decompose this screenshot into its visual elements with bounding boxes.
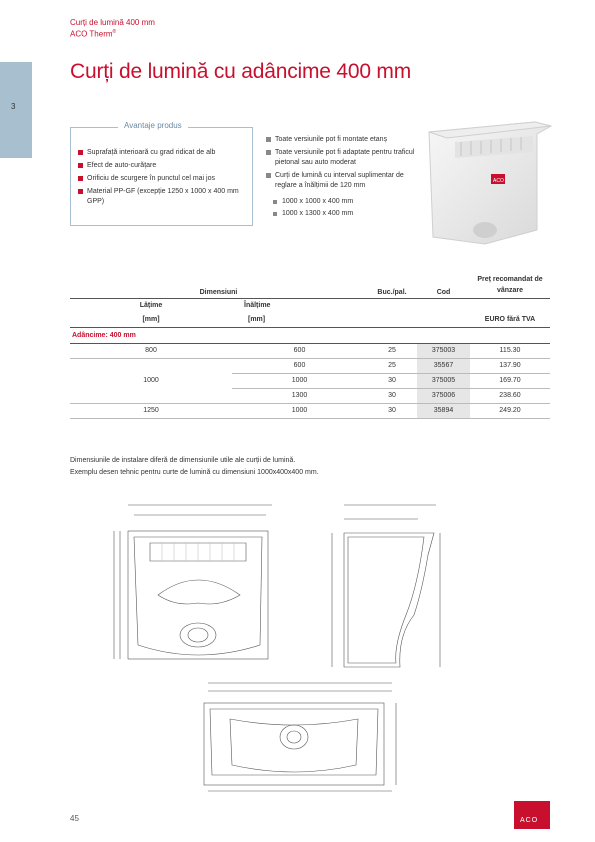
advantages-list <box>78 148 250 210</box>
features-list <box>266 135 416 194</box>
list-item: Orificiu de scurgere în punctul cel mai jos <box>78 174 250 184</box>
advantages-title: Avantaje produs <box>118 121 188 130</box>
features-sublist <box>272 197 392 221</box>
aco-logo-text: ACO <box>520 817 539 824</box>
page-number: 45 <box>70 814 79 823</box>
list-item: Curți de lumină cu interval suplimentar de reglare a înălțimii de 120 mm <box>266 171 416 191</box>
chapter-tab <box>0 62 32 158</box>
unit-width: [mm] <box>70 313 232 328</box>
list-item: Efect de auto-curățare <box>78 161 250 171</box>
top-view-drawing <box>200 675 410 795</box>
price-unit: EURO fără TVA <box>470 313 550 328</box>
table-row: 1300 30 375006 238.60 <box>70 388 550 403</box>
registered-mark: ® <box>112 29 117 35</box>
chapter-number: 3 <box>11 102 16 111</box>
price-table <box>70 268 550 419</box>
col-width: Lățime <box>139 302 163 309</box>
note-installation: Dimensiunile de instalare diferă de dimensiunile utile ale curții de lumină. <box>70 457 296 464</box>
aco-logo <box>514 801 550 829</box>
product-image <box>415 112 555 252</box>
front-view-drawing <box>100 495 300 670</box>
table-row: 800 600 25 375003 115.30 <box>70 343 550 358</box>
list-item: Toate versiunile pot fi adaptate pentru traficul pietonal sau auto moderat <box>266 148 416 168</box>
unit-height: [mm] <box>232 313 367 328</box>
list-item: Material PP-GF (excepție 1250 x 1000 x 400 mm GPP) <box>78 187 250 207</box>
table-row: 1000 30 375005 169.70 <box>70 373 550 388</box>
col-buc: Buc./pal. <box>367 268 417 298</box>
col-price: Preț recomandat de vânzare <box>470 268 550 298</box>
list-item: 1000 x 1000 x 400 mm <box>272 197 392 207</box>
col-cod: Cod <box>417 268 470 298</box>
product-logo: ACO <box>493 178 504 184</box>
note-example: Exemplu desen tehnic pentru curte de lumină cu dimensiuni 1000x400x400 mm. <box>70 469 319 476</box>
list-item: Toate versiunile pot fi montate etanș <box>266 135 416 145</box>
page-title: Curți de lumină cu adâncime 400 mm <box>70 60 412 83</box>
list-item: Suprafață interioară cu grad ridicat de alb <box>78 148 250 158</box>
section-depth: Adâncime: 400 mm <box>70 327 550 343</box>
header-brand <box>70 29 116 39</box>
table-row: 1000 600 25 35567 137.90 <box>70 358 550 373</box>
header-brand-name: ACO Therm <box>70 29 113 39</box>
table-row: 1250 1000 30 35894 249.20 <box>70 403 550 418</box>
col-height: Înălțime <box>244 302 271 309</box>
list-item: 1000 x 1300 x 400 mm <box>272 209 392 219</box>
col-dimensions: Dimensiuni <box>70 268 367 298</box>
side-view-drawing <box>318 495 458 675</box>
header-series: Curți de lumină 400 mm <box>70 18 155 27</box>
